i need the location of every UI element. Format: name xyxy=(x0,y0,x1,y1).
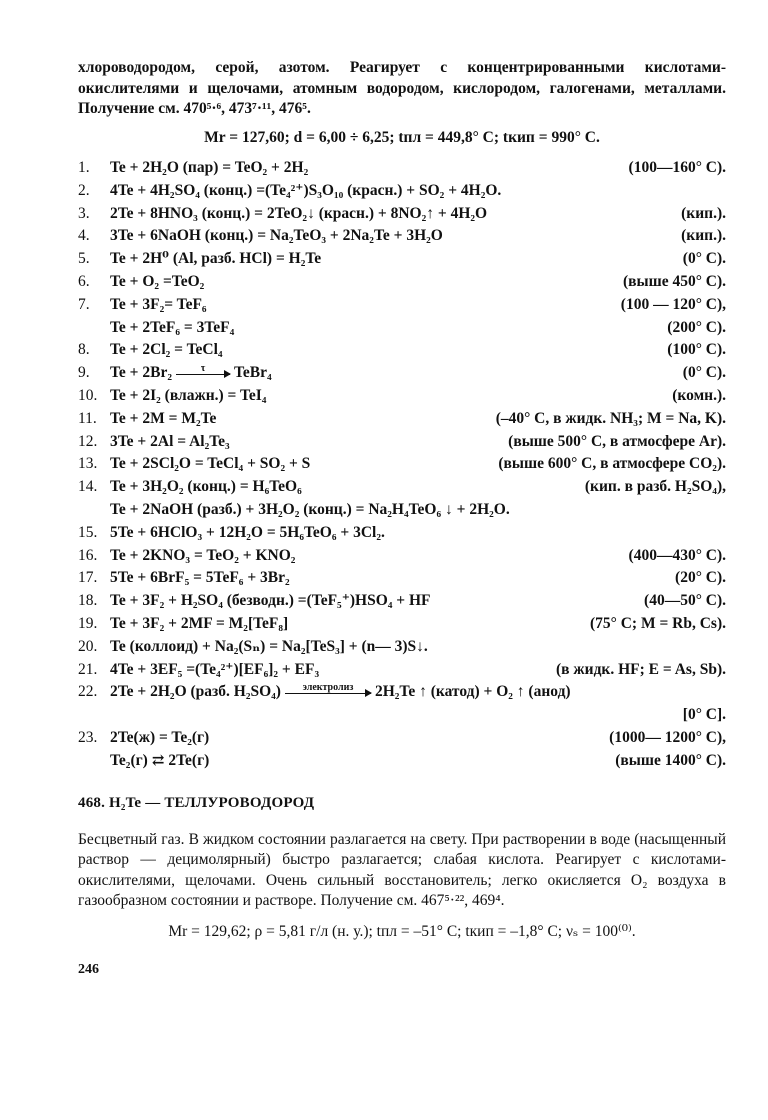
equation-right-side: TeBr₄ xyxy=(234,364,272,382)
reaction-condition: (75° C; M = Rb, Cs). xyxy=(589,614,726,632)
page-number: 246 xyxy=(78,962,99,978)
reaction-row xyxy=(78,546,726,567)
reaction-equation: 4Te + 3EF₅ =(Te₄²⁺)[EF₆]₂ + EF₃ xyxy=(110,660,320,678)
reaction-row xyxy=(78,158,726,179)
reaction-arrow-icon xyxy=(176,364,230,375)
reaction-number: 22. xyxy=(78,683,98,701)
reaction-equation: Te + 2H⁰ (Al, разб. HCl) = H₂Te xyxy=(110,250,322,268)
reaction-condition: (100° C). xyxy=(667,341,726,359)
reaction-row xyxy=(78,272,726,293)
equation-left-side: Te₂(г) xyxy=(110,751,148,769)
reaction-row xyxy=(78,432,726,453)
reaction-condition: (кип. в разб. H₂SO₄), xyxy=(584,478,726,496)
reaction-number: 6. xyxy=(78,272,90,290)
reaction-condition: (выше 600° C, в атмосфере CO₂). xyxy=(498,455,726,473)
reaction-row xyxy=(78,295,726,316)
reaction-row xyxy=(78,637,726,658)
reaction-number: 2. xyxy=(78,181,90,199)
reaction-number: 21. xyxy=(78,660,98,678)
reaction-equation: Te + 3F₂ + 2MF = M₂[TeF₈] xyxy=(110,614,289,632)
reaction-equation: Te + 2Cl₂ = TeCl₄ xyxy=(110,341,223,359)
reaction-row xyxy=(78,705,726,726)
reaction-equation: Te + 2NaOH (разб.) + 3H₂O₂ (конц.) = Na₂H₄TeO₆ ↓ + 2H₂O. xyxy=(110,500,510,518)
reaction-number: 10. xyxy=(78,386,98,404)
reaction-number: 9. xyxy=(78,364,90,382)
reaction-row xyxy=(78,386,726,407)
reaction-row xyxy=(78,409,726,430)
reaction-equation: Te + 3H₂O₂ (конц.) = H₆TeO₆ xyxy=(110,478,302,496)
reaction-row xyxy=(78,226,726,247)
arrow-label: электролиз xyxy=(302,682,354,694)
reaction-arrow-icon xyxy=(285,683,371,694)
reaction-equation: 3Te + 2Al = Al₂Te₃ xyxy=(110,432,230,450)
reaction-equation: 2Te + 8HNO₃ (конц.) = 2TeO₂↓ (красн.) + 8NO₂↑ + 4H₂O xyxy=(110,204,488,222)
reaction-condition: (–40° C, в жидк. NH₃; M = Na, K). xyxy=(495,409,726,427)
section-title: 468. H₂Te — ТЕЛЛУРОВОДОРОД xyxy=(78,795,315,812)
equation-left-side: 2Te + 2H₂O (разб. H₂SO₄) xyxy=(110,683,281,701)
reaction-condition: (кип.). xyxy=(681,227,726,245)
reaction-row xyxy=(78,181,726,202)
reaction-number: 18. xyxy=(78,592,98,610)
reaction-condition: [0° C]. xyxy=(682,706,726,724)
reaction-equation xyxy=(110,682,726,703)
reaction-row xyxy=(78,318,726,339)
reaction-condition: (400—430° C). xyxy=(628,546,726,564)
h2te-properties: Mr = 129,62; ρ = 5,81 г/л (н. у.); tпл = –51° C; tкип = –1,8° C; νₛ = 100⁽⁰⁾. xyxy=(168,922,636,940)
reaction-row xyxy=(78,523,726,544)
reaction-equation xyxy=(110,363,675,384)
reaction-row xyxy=(78,500,726,521)
reaction-number: 15. xyxy=(78,523,98,541)
reaction-number: 19. xyxy=(78,614,98,632)
reaction-condition: (0° C). xyxy=(682,364,726,382)
reaction-equation: Te + 2M = M₂Te xyxy=(110,409,217,427)
reaction-condition: (100 — 120° C), xyxy=(620,295,726,313)
reaction-row xyxy=(78,454,726,475)
reaction-number: 20. xyxy=(78,637,98,655)
arrow-label: τ xyxy=(200,363,206,375)
reaction-condition: (выше 500° C, в атмосфере Ar). xyxy=(508,432,726,450)
reaction-row xyxy=(78,204,726,225)
reaction-number: 4. xyxy=(78,227,90,245)
reaction-number: 14. xyxy=(78,478,98,496)
reaction-equation: Te + 2SCl₂O = TeCl₄ + SO₂ + S xyxy=(110,455,311,473)
reaction-condition: (40—50° C). xyxy=(644,592,726,610)
equation-left-side: Te + 2Br₂ xyxy=(110,364,172,382)
reaction-list xyxy=(78,158,726,771)
reaction-equation: 4Te + 4H₂SO₄ (конц.) =(Te₄²⁺)S₃O₁₀ (красн.) + SO₂ + 4H₂O. xyxy=(110,181,502,199)
reaction-row xyxy=(78,591,726,612)
reaction-condition: (выше 450° C). xyxy=(622,272,726,290)
reaction-row xyxy=(78,728,726,749)
reaction-row xyxy=(78,477,726,498)
reaction-equation: 3Te + 6NaOH (конц.) = Na₂TeO₃ + 2Na₂Te + 3H₂O xyxy=(110,227,443,245)
reaction-equation: 5Te + 6HClO₃ + 12H₂O = 5H₆TeO₆ + 3Cl₂. xyxy=(110,523,385,541)
reaction-number: 12. xyxy=(78,432,98,450)
reaction-row xyxy=(78,249,726,270)
reaction-condition: (0° C). xyxy=(682,250,726,268)
reaction-equation: Te + 2KNO₃ = TeO₂ + KNO₂ xyxy=(110,546,296,564)
reaction-condition: (20° C). xyxy=(675,569,726,587)
reaction-condition: (1000— 1200° C), xyxy=(609,728,726,746)
reaction-condition: (в жидк. HF; E = As, Sb). xyxy=(556,660,726,678)
reaction-condition: (100—160° C). xyxy=(628,159,726,176)
reaction-condition: (комн.). xyxy=(672,386,726,404)
reaction-equation: Te + 2H₂O (пар) = TeO₂ + 2H₂ xyxy=(110,159,309,176)
reaction-equation xyxy=(110,751,607,772)
reaction-row xyxy=(78,682,726,703)
reaction-condition: (выше 1400° C). xyxy=(615,751,726,769)
reaction-row xyxy=(78,751,726,772)
reaction-number: 17. xyxy=(78,569,98,587)
reaction-equation: 5Te + 6BrF₅ = 5TeF₆ + 3Br₂ xyxy=(110,569,290,587)
reaction-number: 23. xyxy=(78,728,98,746)
reaction-number: 13. xyxy=(78,455,98,473)
equation-right-side: 2H₂Te ↑ (катод) + O₂ ↑ (анод) xyxy=(374,683,571,701)
reaction-condition: (200° C). xyxy=(667,318,726,336)
reaction-row xyxy=(78,340,726,361)
reaction-equation: Te + 3F₂ + H₂SO₄ (безводн.) =(TeF₅⁺)HSO₄ + HF xyxy=(110,592,431,610)
section-description: Бесцветный газ. В жидком состоянии разлагается на свету. При растворении в воде (насыщенный раствор — децимолярный) быстро разлагается; слабая кислота. Реагирует с кислотами-окислителями, щелочами. Очень сильный восстановитель; легко окисляется O₂ воздуха в газообразном состоянии и растворе. Получение см. 467⁵·²², 469⁴. xyxy=(78,830,726,910)
reaction-equation: Te + O₂ =TeO₂ xyxy=(110,272,205,290)
page-content xyxy=(78,58,726,981)
equilibrium-arrow-icon: ⇄ xyxy=(151,752,165,769)
reaction-equation: Te + 2TeF₆ = 3TeF₄ xyxy=(110,318,235,336)
reaction-row xyxy=(78,614,726,635)
reaction-row xyxy=(78,568,726,589)
reaction-number: 3. xyxy=(78,204,90,222)
reaction-equation: Te (коллоид) + Na₂(Sₙ) = Na₂[TeS₃] + (n— 3)S↓. xyxy=(110,637,428,655)
reaction-number: 5. xyxy=(78,250,90,268)
reaction-number: 16. xyxy=(78,546,98,564)
reaction-condition: (кип.). xyxy=(681,204,726,222)
tellurium-properties: Mr = 127,60; d = 6,00 ÷ 6,25; tпл = 449,8° C; tкип = 990° C. xyxy=(204,128,600,146)
equation-right-side: 2Te(г) xyxy=(168,751,210,769)
reaction-row xyxy=(78,363,726,384)
reaction-equation: Te + 3F₂= TeF₆ xyxy=(110,295,207,313)
intro-paragraph: хлороводородом, серой, азотом. Реагирует с концентрированными кислотами-окислителями и щелочами, атомным водородом, кислородом, галогенами, металлами. Получение см. 470⁵·⁶, 473⁷·¹¹, 476⁵. xyxy=(78,59,726,117)
reaction-number: 7. xyxy=(78,295,90,313)
reaction-number: 11. xyxy=(78,409,97,427)
reaction-number: 1. xyxy=(78,159,90,176)
reaction-number: 8. xyxy=(78,341,90,359)
reaction-equation: 2Te(ж) = Te₂(г) xyxy=(110,728,210,746)
reaction-row xyxy=(78,660,726,681)
reaction-equation: Te + 2I₂ (влажн.) = TeI₄ xyxy=(110,386,267,404)
